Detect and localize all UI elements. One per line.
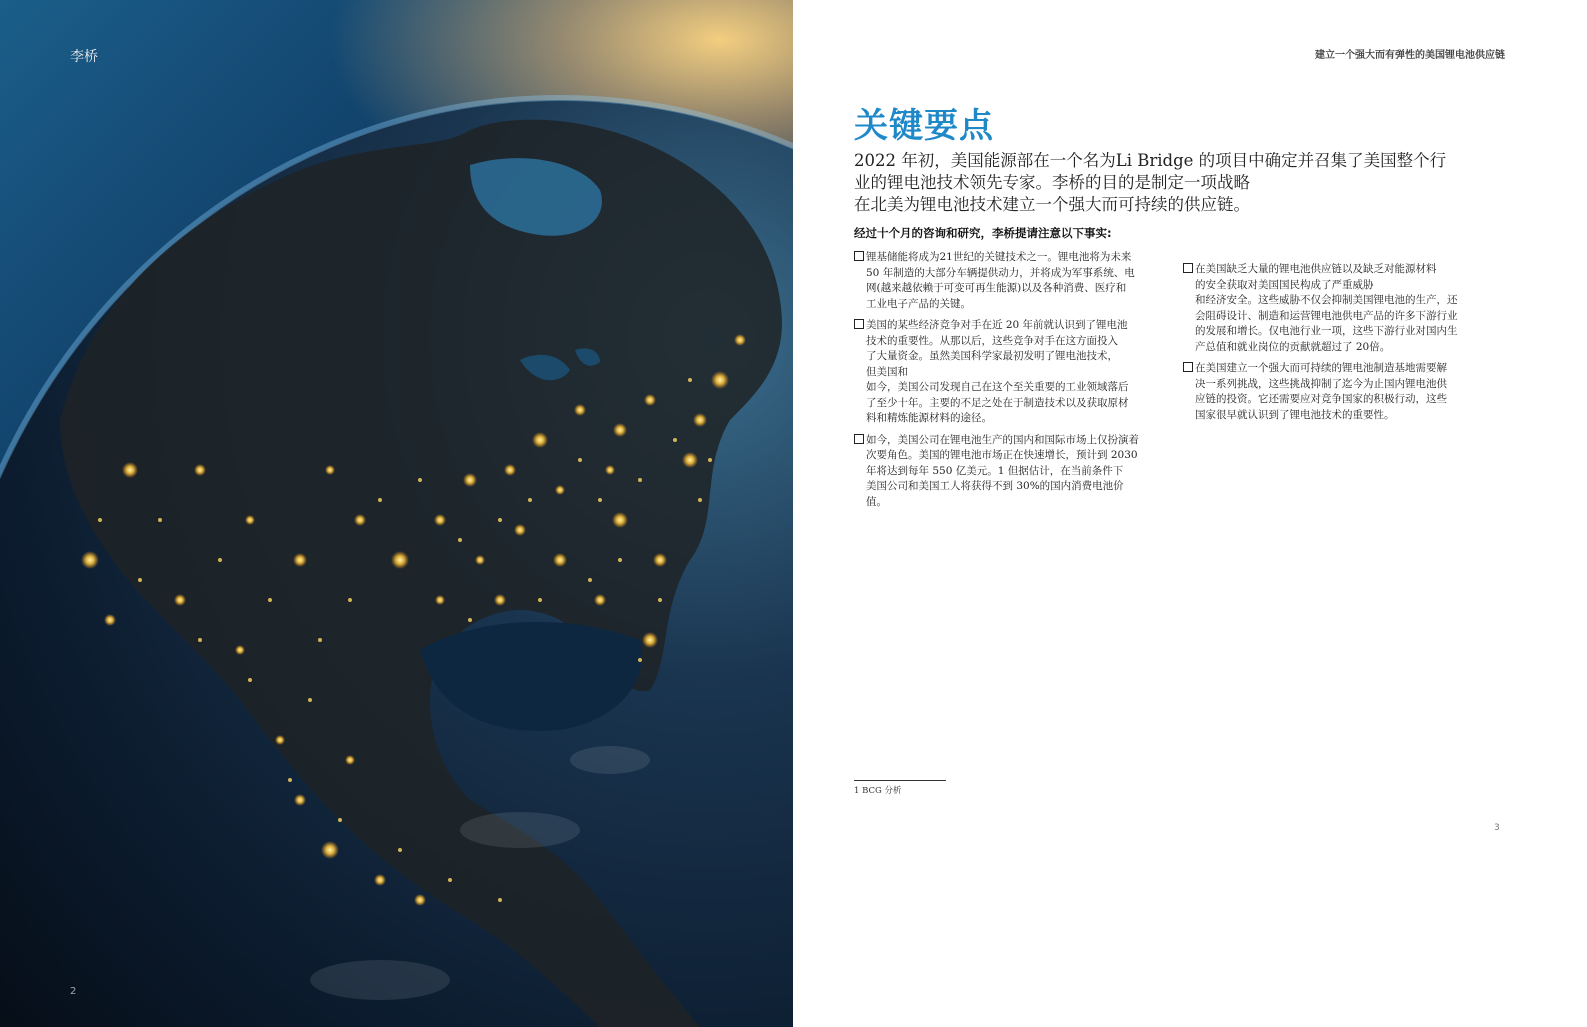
section-heading: 关键要点: [854, 106, 994, 146]
bullet-item: [1183, 361, 1503, 423]
bullet-text: 决一系列挑战，这些挑战抑制了迄今为止国内锂电池供: [1195, 377, 1447, 390]
bullet-line: [854, 495, 1174, 511]
bullet-item: [854, 433, 1174, 511]
bullet-text: 如今，美国公司在锂电池生产的国内和国际市场上仅扮演着: [866, 433, 1139, 446]
bullet-column-1: [854, 250, 1174, 516]
bullet-line: [1183, 392, 1503, 408]
bullet-line: [1183, 309, 1503, 325]
bullet-text: 和经济安全。这些威胁不仅会抑制美国锂电池的生产，还: [1195, 294, 1458, 306]
bullet-text: 如今，美国公司发现自己在这个至关重要的工业领域落后: [866, 381, 1129, 393]
bullet-text: 了大量资金。虽然美国科学家最初发明了锂电池技术，: [866, 350, 1118, 362]
bullet-line: [854, 380, 1174, 396]
bullet-line: [854, 479, 1174, 495]
bullet-item: [854, 318, 1174, 427]
checkbox-bullet-icon: [854, 319, 864, 329]
bullet-line: [1183, 340, 1503, 356]
left-page-title: 李桥: [70, 49, 98, 65]
bullet-text: 次要角色。美国的锂电池市场正在快速增长，预计到 2030: [866, 449, 1138, 461]
left-page-number: 2: [70, 986, 77, 997]
bullet-text: 了至少十年。主要的不足之处在于制造技术以及获取原材: [866, 396, 1129, 409]
bullet-text: 产总值和就业岗位的贡献就超过了 20倍。: [1195, 340, 1391, 353]
bullet-text: 国家很早就认识到了锂电池技术的重要性。: [1195, 408, 1395, 421]
bullet-line: [1183, 324, 1503, 340]
bullet-line: [854, 448, 1174, 464]
bullet-text: 的安全获取对美国国民构成了严重威胁: [1195, 278, 1374, 291]
bullet-line: [1183, 262, 1503, 278]
bullet-line: [854, 334, 1174, 350]
bullet-line: [1183, 361, 1503, 377]
checkbox-bullet-icon: [1183, 263, 1193, 273]
bullet-line: [854, 318, 1174, 334]
night-earth-north-america-icon: [0, 0, 793, 1027]
bullet-line: [854, 396, 1174, 412]
bullet-text: 50 年制造的大部分车辆提供动力，并将成为军事系统、电: [866, 266, 1135, 279]
bullet-line: [1183, 408, 1503, 424]
bullet-text: 年将达到每年 550 亿美元。1 但据估计，在当前条件下: [866, 464, 1124, 477]
running-head: 建立一个强大而有弹性的美国锂电池供应链: [1315, 50, 1505, 61]
bullet-line: [854, 464, 1174, 480]
intro-line: 在北美为锂电池技术建立一个强大而可持续的供应链。: [854, 195, 1250, 214]
bullet-text: 美国公司和美国工人将获得不到 30%的国内消费电池价: [866, 480, 1124, 492]
bullet-line: [854, 365, 1174, 381]
bullet-text: 料和精炼能源材料的途径。: [866, 412, 992, 424]
right-page-number: 3: [1494, 823, 1500, 833]
left-page: [0, 0, 793, 1027]
bullet-item: [854, 250, 1174, 312]
checkbox-bullet-icon: [854, 251, 864, 261]
bullet-line: [1183, 377, 1503, 393]
bullet-text: 工业电子产品的关键。: [866, 297, 971, 310]
bullet-text: 美国的某些经济竞争对手在近 20 年前就认识到了锂电池: [866, 319, 1128, 331]
right-page: [793, 0, 1587, 1027]
bullet-line: [854, 281, 1174, 297]
bullet-line: [854, 266, 1174, 282]
bullet-text: 值。: [866, 495, 887, 508]
footnote-rule: [854, 780, 946, 781]
intro-paragraph: [854, 150, 1514, 216]
bullet-text: 在美国建立一个强大而可持续的锂电池制造基地需要解: [1195, 362, 1447, 374]
bullet-line: [854, 250, 1174, 266]
bullet-line: [854, 349, 1174, 365]
bullet-text: 网(越来越依赖于可变可再生能源)以及各种消费、医疗和: [866, 282, 1127, 294]
bullet-text: 锂基储能将成为21世纪的关键技术之一。锂电池将为未来: [866, 251, 1132, 263]
bullet-line: [1183, 278, 1503, 294]
bullet-line: [1183, 293, 1503, 309]
bullet-item: [1183, 262, 1503, 355]
intro-line: 2022 年初，美国能源部在一个名为Li Bridge 的项目中确定并召集了美国整个行: [854, 151, 1447, 170]
checkbox-bullet-icon: [854, 434, 864, 444]
bullet-text: 在美国缺乏大量的锂电池供应链以及缺乏对能源材料: [1195, 263, 1437, 275]
footnote: 1 BCG 分析: [854, 786, 902, 796]
bullet-line: [854, 297, 1174, 313]
bullet-column-2: [1183, 262, 1503, 429]
bullet-text: 技术的重要性。从那以后，这些竞争对手在这方面投入: [866, 334, 1118, 347]
bullet-text: 应链的投资。它还需要应对竞争国家的积极行动，这些: [1195, 393, 1447, 405]
bullet-line: [854, 411, 1174, 427]
bullet-text: 的发展和增长。仅电池行业一项，这些下游行业对国内生: [1195, 325, 1458, 337]
bullet-line: [854, 433, 1174, 449]
intro-line: 业的锂电池技术领先专家。李桥的目的是制定一项战略: [854, 173, 1250, 192]
bullet-text: 会阻碍设计、制造和运营锂电池供电产品的许多下游行业: [1195, 309, 1458, 322]
lead-in: 经过十个月的咨询和研究，李桥提请注意以下事实:: [854, 226, 1112, 240]
bullet-text: 但美国和: [866, 365, 908, 378]
checkbox-bullet-icon: [1183, 362, 1193, 372]
